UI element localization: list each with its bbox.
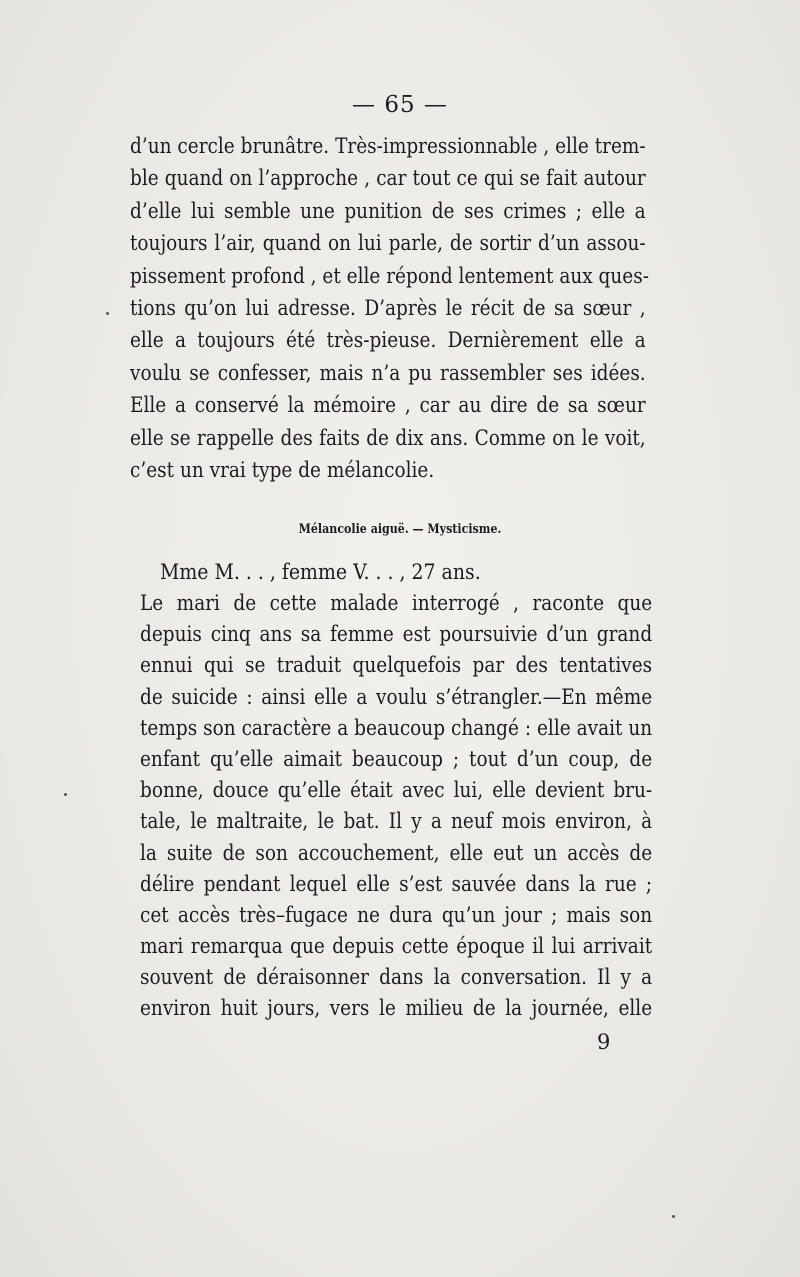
section-heading: Mélancolie aiguë. — Mysticisme. [298, 522, 502, 537]
text-line: la suite de son accouchement, elle eut un accès de [140, 840, 653, 865]
text-line: tale, le maltraite, le bat. Il y a neuf mois environ, à [140, 809, 653, 834]
text-line: c’est un vrai type de mélancolie. [130, 457, 435, 482]
text-line: elle se rappelle des faits de dix ans. Comme on le voit, [130, 425, 646, 450]
text-line: ennui qui se traduit quelquefois par des tentatives [140, 653, 653, 678]
text-line: elle a toujours été très-pieuse. Dernièrement elle a [130, 328, 646, 353]
specks [106, 312, 109, 315]
text-line: depuis cinq ans sa femme est poursuivie d’un grand [140, 622, 653, 647]
text-line: bonne, douce qu’elle était avec lui, elle devient bru- [140, 778, 653, 803]
text-line: d’elle lui semble une punition de ses crimes ; elle a [130, 198, 646, 223]
text-line: ble quand on l’approche , car tout ce qui se fait autour [130, 166, 646, 191]
text-line: mari remarqua que depuis cette époque il lui arrivait [140, 934, 653, 959]
paragraph-2 [140, 588, 652, 1025]
text-line: délire pendant lequel elle s’est sauvée dans la rue ; [140, 871, 653, 896]
page-number: — 65 — [352, 92, 448, 118]
text-line: d’un cercle brunâtre. Très-impressionnable , elle trem- [130, 134, 646, 158]
text-line: Elle a conservé la mémoire , car au dire de sa sœur [130, 393, 646, 418]
text-line: enfant qu’elle aimait beaucoup ; tout d’un coup, de [140, 746, 653, 771]
text-line: de suicide : ainsi elle a voulu s’étrangler.—En même [140, 684, 653, 709]
text-line: tions qu’on lui adresse. D’après le récit de sa sœur , [130, 295, 646, 320]
text-line: cet accès très–fugace ne dura qu’un jour ; mais son [140, 902, 653, 927]
paragraph-1 [130, 130, 649, 486]
specks [672, 1215, 675, 1218]
text-line: voulu se confesser, mais n’a pu rassembler ses idées. [130, 360, 646, 385]
text-line: Le mari de cette malade interrogé , raconte que [140, 591, 653, 615]
patient-line [160, 556, 481, 588]
signature-mark: 9 [597, 1030, 611, 1054]
text-line: souvent de déraisonner dans la conversation. Il y a [140, 965, 653, 990]
text-line: pissement profond , et elle répond lentement aux ques- [130, 263, 649, 288]
text-line: toujours l’air, quand on lui parle, de sortir d’un assou- [130, 231, 646, 256]
text-line: temps son caractère a beaucoup changé : elle avait un [140, 715, 653, 740]
specks [64, 793, 67, 796]
text-line: environ huit jours, vers le milieu de la journée, elle [140, 996, 653, 1021]
patient-line-text: Mme M. . . , femme V. . . , 27 ans. [160, 560, 481, 584]
